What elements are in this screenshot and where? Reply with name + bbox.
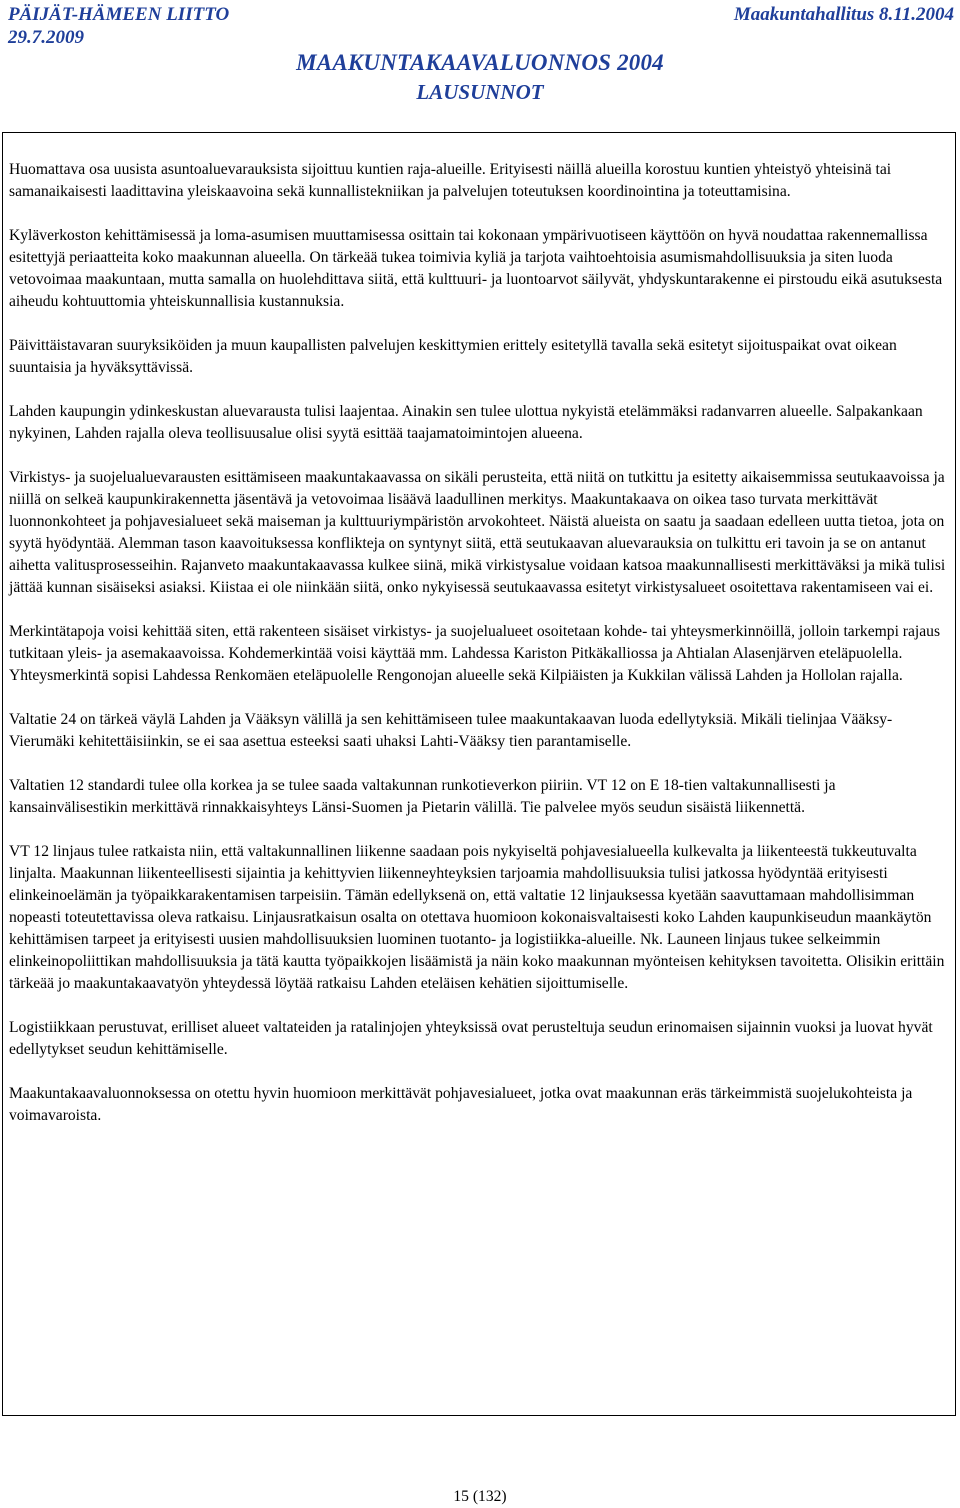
document-date: 29.7.2009: [8, 27, 84, 48]
paragraph: Lahden kaupungin ydinkeskustan aluevarausta tulisi laajentaa. Ainakin sen tulee ulottua nykyistä etelämmäksi radanvarren alueelle. Salpakankaan nykyinen, Lahden rajalla oleva teollisuusalue olisi syytä esittää taajamatoimintojen alueena.: [9, 403, 923, 442]
page-number: 15 (132): [453, 1488, 507, 1505]
organization-name: PÄIJÄT-HÄMEEN LIITTO: [8, 4, 230, 25]
paragraph: Maakuntakaavaluonnoksessa on otettu hyvin huomioon merkittävät pohjavesialueet, jotka ovat maakunnan eräs tärkeimmistä suojelukohteista ja voimavaroista.: [9, 1085, 913, 1124]
meeting-info: Maakuntahallitus 8.11.2004: [733, 4, 954, 25]
paragraph: Merkintätapoja voisi kehittää siten, että rakenteen sisäiset virkistys- ja suojelualueet osoitetaan kohde- tai yhteysmerkinnöillä, jolloin tarkempi rajaus tutkitaan yleis- ja asemakaavoissa. Kohdemerkintää voisi käyttää mm. Lahdessa Kariston Pitkäkalliossa ja Ahtialan Alasenjärven eteläpuolella. Yhteysmerkintä sopisi Lahdessa Renkomäen eteläpuolelle Rengonojan alueelle sekä Kilpiäisten ja Kukkilan välissä Lahden ja Hollolan rajalla.: [9, 623, 941, 684]
paragraph: Kyläverkoston kehittämisessä ja loma-asumisen muuttamisessa osittain tai kokonaan ympärivuotiseen käyttöön on hyvä noudattaa rakennemallissa esitettyjä periaatteita koko maakunnan alueella. On tärkeää tukea toimivia kyliä ja tarjota vaihtoehtoisia asumismahdollisuuksia ja siten luoda vetovoimaa maakuntaan, mutta samalla on huolehdittava siitä, että kulttuuri- ja luontoarvot säilyvät, yhdyskuntarakenne ei pirstoudu eikä asutuksesta aiheudu kohtuuttomia yhteiskunnallisia kustannuksia.: [9, 227, 943, 310]
document-subtitle: LAUSUNNOT: [416, 80, 544, 104]
paragraph: Virkistys- ja suojelualuevarausten esittämiseen maakuntakaavassa on sikäli perusteita, että niitä on tutkittu ja esitetty aikaisemmissa seutukaavoissa ja niillä on selkeä kaupunkirakennetta jäsentävä ja vetovoimaa lisäävä laadullinen merkitys. Maakuntakaava on oikea taso turvata merkittävät luonnonkohteet ja pohjavesialueet sekä maiseman ja kulttuuriympäristön arvokohteet. Näistä alueista on saatu ja saadaan edelleen uutta tietoa, jota on syytä hyödyntää. Alemman tason kaavoituksessa konflikteja on syntynyt siitä, että seutukaavan aluevarauksia on tulkittu eri tavoin ja se on antanut aihetta valitusprosesseihin. Rajanveto maakuntakaavassa kulkee siinä, mikä virkistysalue voidaan katsoa maakunnallisesti merkittäväksi ja mikä tulisi jättää kunnan sisäiseksi asiaksi. Kiistaa ei ole niinkään siitä, onko nykyisessä seutukaavassa esitetyt virkistysalueet osoitettava rakentamiseen vai ei.: [9, 469, 946, 596]
document-body: [9, 159, 948, 1149]
paragraph: Valtatie 24 on tärkeä väylä Lahden ja Vääksyn välillä ja sen kehittämiseen tulee maakuntakaavan luoda edellytyksiä. Mikäli tielinjaa Vääksy-Vierumäki kehitettäisiinkin, se ei saa asettua esteeksi saati uhaksi Lahti-Vääksy tien parantamiselle.: [9, 711, 893, 750]
paragraph: Huomattava osa uusista asuntoaluevarauksista sijoittuu kuntien raja-alueille. Erityisesti näillä alueilla korostuu kuntien yhteistyö yhteisinä tai samanaikaisesti laadittavina yleiskaavoina sekä kunnallistekniikan ja palvelujen toteutuksen koordinointina ja toteuttamisina.: [9, 161, 892, 200]
paragraph: Logistiikkaan perustuvat, erilliset alueet valtateiden ja ratalinjojen yhteyksissä ovat perusteltuja seudun erinomaisen sijainnin vuoksi ja luovat hyvät edellytykset seudun kehittämiselle.: [9, 1019, 933, 1058]
paragraph: Valtatien 12 standardi tulee olla korkea ja se tulee saada valtakunnan runkotieverkon piiriin. VT 12 on E 18-tien valtakunnallisesti ja kansainvälisestikin merkittävä rinnakkaisyhteys Länsi-Suomen ja Pietarin välillä. Tie palvelee myös seudun sisäistä liikennettä.: [9, 777, 836, 816]
document-title: MAAKUNTAKAAVALUONNOS 2004: [296, 50, 664, 75]
paragraph: Päivittäistavaran suuryksiköiden ja muun kaupallisten palvelujen keskittymien erittely esitetyllä tavalla sekä esitetyt sijoituspaikat ovat oikean suuntaisia ja hyväksyttävissä.: [9, 337, 897, 376]
paragraph: VT 12 linjaus tulee ratkaista niin, että valtakunnallinen liikenne saadaan pois nykyiseltä pohjavesialueella kulkevalta ja liikenteestä tukkeutuvalta linjalta. Maakunnan liikenteellisesti sijaintia ja kehittyvien liikenneyhteyksien tarjoamia mahdollisuuksia tulisi jatkossa hyödyntää erityisesti elinkeinoelämän ja työpaikkarakentamisen tarpeisiin. Tämän edellyksenä on, että valtatie 12 linjauksessa kyetään saavuttamaan mahdollisimman nopeasti toteutettavissa oleva ratkaisu. Linjausratkaisun osalta on otettava huomioon kokonaisvaltaisesti koko Lahden kaupunkiseudun maankäytön kehittämisen tarpeet ja erityisesti uusien mahdollisuuksien luominen tuotanto- ja logistiikka-alueille. Nk. Launeen linjaus tukee selkeimmin elinkeinopoliittikan mahdollisuuksia ja tätä kautta työpaikkojen lisäämistä ja näin koko maakunnan myönteisen kehityksen tavoitetta. Olisikin erittäin tärkeää jo maakuntakaavatyön yhteydessä löytää ratkaisu Lahden eteläisen kehätien sijoittumiselle.: [9, 843, 945, 992]
